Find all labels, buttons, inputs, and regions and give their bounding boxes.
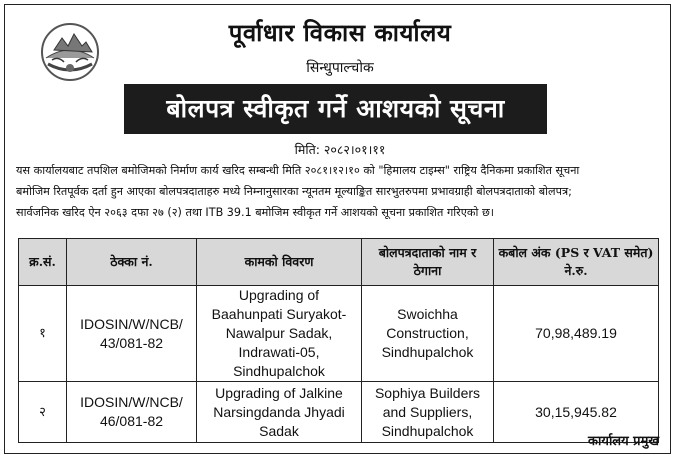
cell-amount: 30,15,945.82 bbox=[494, 382, 659, 443]
cell-contract: IDOSIN/W/NCB/ 46/081-82 bbox=[67, 382, 197, 443]
cell-amount: 70,98,489.19 bbox=[494, 286, 659, 382]
nepal-emblem-icon bbox=[38, 20, 102, 84]
col-header-work: कामको विवरण bbox=[197, 239, 362, 286]
table-header-row bbox=[19, 239, 659, 286]
notice-line: सार्वजनिक खरिद ऐन २०६३ दफा २७ (२) तथा ITB 39.1 बमोजिम स्वीकृत गर्ने आशयको सूचना प्रकाशित गरिएको छ। bbox=[16, 206, 495, 219]
col-header-contract: ठेक्का नं. bbox=[67, 239, 197, 286]
col-header-bidder: बोलपत्रदाताको नाम र ठेगाना bbox=[362, 239, 494, 286]
cell-sn: २ bbox=[19, 382, 67, 443]
signature-office-chief: कार्यालय प्रमुख bbox=[588, 434, 659, 449]
notice-date: मिति: २०८२।०१।११ bbox=[294, 142, 386, 157]
table-row bbox=[19, 286, 659, 382]
cell-bidder: Sophiya Builders and Suppliers, Sindhupalchok bbox=[362, 382, 494, 443]
cell-sn: १ bbox=[19, 286, 67, 382]
notice-line: यस कार्यालयबाट तपशिल बमोजिमको निर्माण कार्य खरिद सम्बन्धी मिति २०८१।१२।१० को "हिमालय टाइम्स" राष्ट्रिय दैनिकमा प्रकाशित सूचना bbox=[16, 164, 580, 177]
office-name: पूर्वाधार विकास कार्यालय bbox=[228, 18, 452, 47]
district-name: सिन्धुपाल्चोक bbox=[306, 60, 374, 76]
col-header-sn: क्र.सं. bbox=[19, 239, 67, 286]
notice-line: बमोजिम रितपूर्वक दर्ता हुन आएका बोलपत्रदाताहरु मध्ये निम्नानुसारका न्यूनतम मूल्याङ्कित सारभुतरुपमा प्रभावग्राही बोलपत्रदाताको बोलपत्र; bbox=[16, 185, 572, 198]
col-header-amount: कबोल अंक (PS र VAT समेत) ने.रु. bbox=[494, 239, 659, 286]
cell-bidder: Swoichha Construction, Sindhupalchok bbox=[362, 286, 494, 382]
cell-contract: IDOSIN/W/NCB/ 43/081-82 bbox=[67, 286, 197, 382]
notice-title-banner: बोलपत्र स्वीकृत गर्ने आशयको सूचना bbox=[124, 84, 547, 134]
cell-work: Upgrading of Baahunpati Suryakot-Nawalpur Sadak, Indrawati-05, Sindhupalchok bbox=[197, 286, 362, 382]
bid-table bbox=[18, 238, 659, 443]
table-row bbox=[19, 382, 659, 443]
notice-body bbox=[16, 160, 664, 223]
cell-work: Upgrading of Jalkine Narsingdanda Jhyadi Sadak bbox=[197, 382, 362, 443]
